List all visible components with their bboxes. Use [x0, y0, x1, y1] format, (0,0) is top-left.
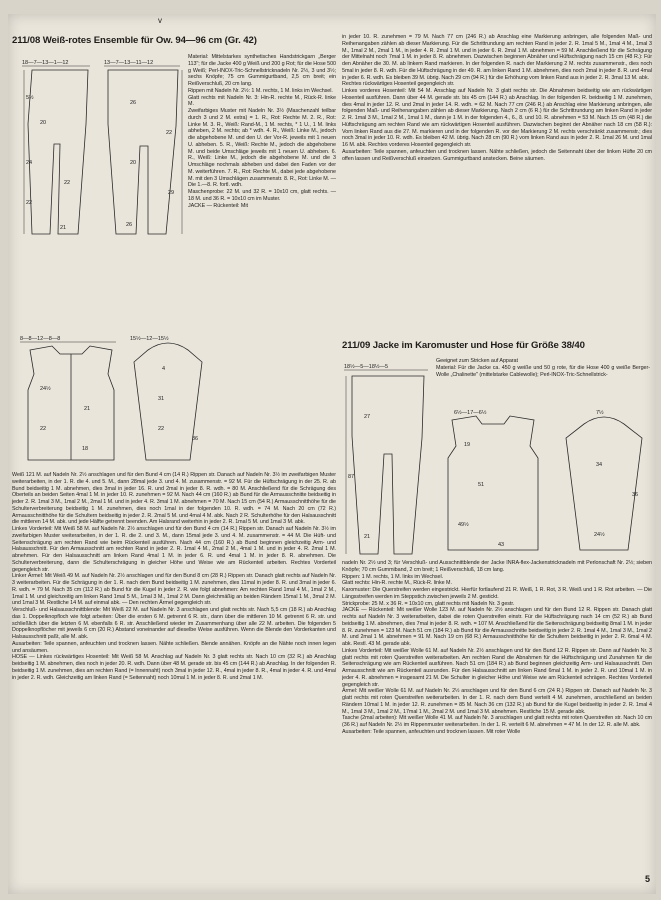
trouser-b-n2: 22	[166, 130, 173, 136]
page-number: 5	[644, 874, 650, 884]
trouser-b-n4: 29	[168, 190, 175, 196]
trouser-c-b: 87	[348, 474, 355, 480]
pattern-a-body-text: Weiß 121 M. auf Nadeln Nr. 2½ anschlagen und für den Bund 4 cm (14 R.) Rippen str. Danach auf Nadeln Nr. 3½ im zweifarbigen Muster weiterarbeiten, in der 1. R. die 4. und 5. M., dann 28mal jede 3. und 4. M. zusammenstr. = 92 M. Für die Hüftschrägung in der 25. R. ab Bund beidseitig 1 M. abnehmen, dies 3mal in jeder 16. R. und 2mal in jeder 8. R. wdh. = 80 M. Anschließend für die Schrägung des Oberteils an beiden Seiten 4mal 1 M. in jeder 10. R. zunehmen = 92 M. Nach 44 cm (160 R.) ab Bund für die Armausschnitte beidseitig in jeder 2. R. 1mal 3 M., 1mal 2 M., 2mal 1 M. und in jeder 4. R. 3mal 1 M. abnehmen = 70 M. Nach 15 cm (54 R.) Armausschnitthöhe für die Schulterverbreiterung beidseitig 1 M. zunehmen, dies noch 1mal in der folgenden 10. R. wdh. = 74 M. Nach 20 cm (72 R.) Armausschnitthöhe für die Schultern beidseitig in jeder 2. R. 2mal 5 M. und 4mal 4 M. abk. Nach 2 R. Schulterhöhe für den Halsausschnitt die mittleren 14 M. abk. und jede Hälfte getrennt beenden. Am Halsrand weiterhin in jeder 2. R. 1mal 5 M. und 1mal 3 M. abk. Linkes Vorderteil: Mit Weiß 58 M. auf Nadeln Nr. 2½ anschlagen und für den Bund 4 cm (14 R.) Rippen str. Danach auf Nadeln Nr. 3½ im zweifarbigen Muster weiterarbeiten, in der 1. R. die 2. und 3. M., dann 15mal jede 3. und 4. M. zusammenstr. = 44 M. Die Hüft- und Seitenschrägung am rechten Rand wie beim Rückenteil ausführen. Nach 44 cm (160 R.) ab Bund beginnen gleichzeitig Arm- und Halsausschnitt. Für den Armausschnitt am rechten Rand in jeder 2. R. 1mal 4 M., 2mal 2 M., 4mal 1 M. und in jeder 4. R. 2mal 1 M. abnehmen. Für den Halsausschnitt am linken Rand 4mal 1 M. in jeder 6. R. und 4mal 1 M. in jeder 8. R. abnehmen. Die Schulterverbreiterung, dann die Schulterschrägung in gleicher Höhe und Weise wie am Rückenteil arbeiten. Rechtes Vorderteil gegengleich str. Linker Ärmel: Mit Weiß 49 M. auf Nadeln Nr. 2½ anschlagen und für den Bund 8 cm (28 R.) Rippen str. Danach glatt rechts auf Nadeln Nr. 3 weiterarbeiten. Für die Schrägung in der 1. R. nach dem Bund beidseitig 1 M. zunehmen, dies 11mal in jeder 8. R. und 3mal in jeder 6. R. wdh. = 79 M. Nach 35 cm (112 R.) ab Bund für die Kugel in jeder 2. R. wie folgt abnehmen: Am rechten Rand 1mal 4 M., 1mal 2 M., 1mal 1 M. und gleichzeitig am linken Rand 1mal 5 M., 1mal 3 M., 1mal 2 M. Dann gleichmäßig an beiden Rändern 15mal 1 M., 3mal 2 M. und 1mal 3 M. Restliche 14 M. auf einmal abk. — Den rechten Ärmel gegengleich str. Verschluß- und Halsausschnittblende: Mit Weiß 22 M. auf Nadeln Nr. 3 anschlagen und glatt rechts str. Nach 5,5 cm (18 R.) ab Anschlag das 1. Doppelknopfloch wie folgt arbeiten: Über die ersten 6 M. getrennt 6 R. str., dann über die mittleren 10 M. getrennt 6 R. str. und schließlich über die letzten 6 M. ebenfalls 6 R. str. Anschließend wieder im Zusammenhang über alle 22 M. arbeiten. Die folgenden 5 Doppelknopflöcher mit jeweils 6 cm (20 R.) Abstand voneinander auf dieselbe Weise ausführen. Wenn die Blende den Vorderkanten und Halsausschnitt paßt, alle M. abk. Ausarbeiten: Teile spannen, anfeuchten und trocknen lassen. Nähte schließen. Blende annähen. Knöpfe an die Nähte noch innen legen und ansäumen. HOSE — Linkes rückwärtiges Hosenteil: Mit Weiß 58 M. Anschlag auf Nadeln Nr. 3 glatt rechts str. Nach 10 cm (32 R.) ab Anschlag beidseitig 1 M. abnehmen, dies noch in jeder 20. R. wdh. Dann über 48 M. gerade str. bis 45 cm (144 R.) ab Anschlag. In der folgenden R. beidseitig 1 M. zunehmen, dies am rechten Rand (= Innennaht) noch 3mal in jeder 12. R., 4mal in jeder 8. R., 4mal in jeder 4. R. und 4mal in jeder 2. R. wdh. Gleichzeitig am linken Rand (= Seitennaht) noch 10mal 1 M. in jeder 8. R. und 2mal 1 M.	[12, 472, 336, 681]
trouser-a-h2: 22	[26, 200, 33, 206]
jacket-b-c: 49½	[458, 522, 469, 528]
jacket-diagram-a	[16, 330, 126, 470]
jacket-b-a: 19	[464, 442, 471, 448]
trouser-c-c: 21	[364, 534, 371, 540]
sleeve-a-b: 4	[162, 366, 166, 372]
trouser-diagram-a	[20, 54, 100, 244]
magazine-page	[8, 14, 656, 894]
pattern-b-title: 211/09 Jacke im Karomuster und Hose für Größe 38/40	[342, 340, 585, 351]
jacket-a-d: 18	[82, 446, 89, 452]
top-mark: v	[158, 16, 162, 25]
trouser-a-n1: 22	[64, 180, 71, 186]
trouser-b-n1: 26	[130, 100, 137, 106]
trouser-a-h1: 24	[26, 160, 33, 166]
trouser-diagram-c	[342, 358, 432, 558]
trouser-b-top-label: 13—7—13—11—12	[104, 60, 154, 66]
sleeve-a-a: 31	[158, 396, 165, 402]
sleeve-b-c: 24½	[594, 532, 605, 538]
jacket-diagram-b	[438, 406, 548, 556]
jacket-a-top-label: 8—8—12—8—8	[20, 336, 61, 342]
sleeve-b-top-label: 7½	[596, 410, 604, 416]
jacket-a-a: 24½	[40, 386, 51, 392]
trouser-a-w: 20	[40, 120, 47, 126]
trouser-a-n3: 21	[60, 225, 67, 231]
sleeve-diagram-b	[558, 406, 650, 556]
trouser-b-n5: 26	[126, 222, 133, 228]
pattern-a-continuation-text: in jeder 10. R. zunehmen = 79 M. Nach 77 cm (246 R.) ab Anschlag eine Markierung anbringen, alle folgenden Maß- und Reihenangaben zählen ab dieser Markierung. Für die Schrittrundung am rechten Rand in jeder 2. R. 1mal 5 M., 1mal 4 M., 1mal 3 M., 1mal 2 M., 2mal 1 M., in jeder 4. R. 2mal 1 M. und in jeder 6. R. 2mal 1 M. abnehmen = 59 M. Anschließend für die Schrägung der Mittelnaht noch 7mal 1 M. in jeder 8. R. abnehmen. Dazwischen beginnen Abnäher und Hüftschrägung nach 15 cm (48 R.): Für den Abnäher die 30. M. ab linkem Rand markieren. In der folgenden R. nach der Markierung 2 M. rechts zusammenstr., dies noch 5mal in jeder 8. R. wdh. Für die Hüftschrägung in der 49. R. am linken Rand 1 M. abnehmen, dies noch 2mal in jeder 8. R. und 4mal in jeder 6. R. wdh. Es bleiben 39 M. übrig. Nach 29 cm (94 R.) für die Erhöhung vom linken Rand aus in jeder 2. R. 3mal 13 M. abk. Rechtes rückwärtiges Hosenteil gegengleich str. Linkes vorderes Hosenteil: Mit 54 M. Anschlag auf Nadeln Nr. 3 glatt rechts str. Die Abnahmen beidseitig wie am rückwärtigen Hosenteil ausführen. Dann über 44 M. gerade str. bis 45 cm (144 R.) ab Anschlag. In der folgenden R. beidseitig 1 M. zunehmen, dies 4mal in jeder 12. R. und 2mal in jeder 14. R. wdh. = 62 M. Nach 77 cm (246 R.) ab Anschlag eine Markierung anbringen, alle folgenden Maß- und Reihenangaben zählen ab dieser Markierung. Nach 2 cm (6 R.) für die Schrittrundung am linken Rand in jeder 2. R. 1mal 3 M., 1mal 2 M., 1mal 1 M., dann je 1 M. in der folgenden 4., 6., 8. und 10. R. abnehmen = 53 M. Nach 15 cm (48 R.) die Hüftschrägung am rechten Rand wie am rückwärtigen Hosenteil ausführen. Dazwischen beginnt der Abnäher nach 18 cm (58 R.): Vom linken Rand aus die 27. M. markieren und in der folgenden R. vor der Markierung 2 M. rechts verschränkt zusammenstr.; dies noch 3mal in jeder 10. R. wdh. Es bleiben 42 M. übrig. Nach 28 cm (90 R.) vom linken Rand aus in jeder 2. R. 1mal 26 M. und 1mal 16 M. abk. Rechtes vorderes Hosenteil gegengleich str. Ausarbeiten: Teile spannen, anfeuchten und trocknen lassen. Nähte schließen, jedoch die Seitennaht über der linken Hüfte 20 cm offen lassen und Reißverschluß einsetzen. Gummigurtband anstecken. Beine säumen.	[342, 34, 652, 162]
trouser-b-n3: 20	[130, 160, 137, 166]
trouser-a-h3: 5½	[26, 95, 34, 101]
sleeve-a-top-label: 15½—12—15½	[130, 336, 169, 342]
jacket-b-d: 43	[498, 542, 505, 548]
trouser-c-top-label: 18½—5—18½—5	[344, 364, 389, 370]
trouser-diagram-b	[100, 54, 185, 244]
jacket-a-b: 21	[84, 406, 91, 412]
trouser-a-top-label: 18—7—13—1—12	[22, 60, 69, 66]
sleeve-b-a: 34	[596, 462, 603, 468]
sleeve-a-c: 22	[158, 426, 165, 432]
pattern-b-body-text: nadeln Nr. 2½ und 3; für Verschluß- und Ausschnittblende der Jacke INRA-flex-Jackenstricknadeln mit Perlonschaft Nr. 2½; sieben Knöpfe; 70 cm Gummiband, 2 cm breit; 1 Reißverschluß, 18 cm lang. Rippen: 1 M. rechts, 1 M. links im Wechsel. Glatt rechts: Hin-R. rechte M., Rück-R. linke M. Karomuster: Die Querstreifen werden eingestrickt. Hierfür fortlaufend 21 R. Weiß, 1 R. Rot, 3 R. Weiß und 1 R. Rot arbeiten. — Die Längsstreifen werden im Steppstich zwischen jeweils 2 M. gestickt. Strickprobe: 25 M. x 36 R. = 10x10 cm, glatt rechts mit Nadeln Nr. 3 gestr. JACKE — Rückenteil: Mit weißer Wolle 123 M. auf Nadeln Nr. 2½ anschlagen und für den Bund 12 R. Rippen str. Danach glatt rechts auf Nadeln Nr. 3 weiterarbeiten, dabei die roten Querstreifen einstr. Für die Hüftschrägung nach 14 cm (52 R.) ab Bund beidseitig 1 M. abnehmen, dies 7mal in jeder 8. R. wdh. = 107 M. Anschließend für die Seitenschrägung beidseitig 8mal 1 M. in jeder 8. R. zunehmen = 123 M. Nach 51 cm (184 R.) ab Bund für die Armausschnitte beidseitig in jeder 2. R. 1mal 4 M., 1mal 3 M., 1mal 2 M. und 2mal 1 M. abnehmen = 91 M. Nach 19 cm (68 R.) Armausschnitthöhe für die Schultern beidseitig in jeder 2. R. 6mal 4 M. abk. Restl. 43 M. gerade abk. Linkes Vorderteil: Mit weißer Wolle 61 M. auf Nadeln Nr. 2½ anschlagen und für den Bund 12 R. Rippen str. Dann auf Nadeln Nr. 3 glatt rechts mit roten Querstreifen weiterarbeiten. Am rechten Rand die Abnahmen für die Hüftschrägung und Zunahmen für die Seitenschrägung wie am Rückenteil ausführen. Nach 51 cm (184 R.) ab Bund beginnen gleichzeitig Arm- und Halsausschnitt. Den Armausschnitt wie am Rückenteil ausrunden. Für den Halsausschnitt am linken Rand 6mal 1 M. in jeder 2. R. und 10mal 1 M. in jeder 4. R. abnehmen = insgesamt 21 M. Die Schulter in gleicher Höhe und Weise wie am Rückenteil schrägen. Rechtes Vorderteil gegengleich str. Ärmel: Mit weißer Wolle 61 M. auf Nadeln Nr. 2½ anschlagen und für den Bund 6 cm (24 R.) Rippen str. Danach auf Nadeln Nr. 3 glatt rechts mit roten Querstreifen weiterarbeiten. In der 1. R. nach dem Bund verteilt 4 M. zunehmen, anschließend an beiden Rändern 10mal 1 M. in jeder 12. R. zunehmen = 85 M. Nach 36 cm (132 R.) ab Bund für die Kugel beidseitig in jeder 2. R. 1mal 4 M., 1mal 3 M., 1mal 2 M., 17mal 1 M., 2mal 2 M. und 1mal 3 M. abnehmen. Restliche 15 M. gerade abk. Tasche (2mal arbeiten): Mit weißer Wolle 41 M. auf Nadeln Nr. 3 anschlagen und glatt rechts mit roten Querstreifen str. Nach 10 cm (36 R.) auf Nadeln Nr. 2½ im Rippenmuster weiterarbeiten. In der 1. R. verteilt 6 M. abnehmen = 47 M. In der 12. R. alle M. abk. Ausarbeiten: Teile spannen, anfeuchten und trocknen lassen. Mit roter Wolle	[342, 560, 652, 735]
trouser-c-a: 27	[364, 414, 371, 420]
pattern-a-intro-text: Material: Mittelstarkes synthetisches Handstrickgarn „Berger 113"; für die Jacke 400 g Weiß und 200 g Rot; für die Hose 500 g Weiß; Perl-INOX-Tric-Schnellstricknadeln Nr. 2½, 3 und 3½; sechs Knöpfe; 75 cm Gummigurtband, 2,5 cm breit; ein Reißverschluß, 20 cm lang. Rippen mit Nadeln Nr. 2½: 1 M. rechts, 1 M. links im Wechsel. Glatt rechts mit Nadeln Nr. 3: Hin-R. rechte M., Rück-R. linke M. Zweifarbiges Muster mit Nadeln Nr. 3½ (Maschenzahl teilbar durch 3 und 2 M. extra) = 1. R., Rot: Rechte M. 2. R., Rot: Linke M. 3. R., Weiß: Rand-M., 1 M. rechts, * 1 U., 1 M. links abheben, 2 M. rechts; ab * wdh. 4. R., Weiß: Linke M., jedoch die abgehobene M. und den U. der Vor-R. jeweils mit 1 neuen U. abheben. 5. R., Weiß: Rechte M., jedoch die abgehobene M. und beide Umschläge jeweils mit 1 neuen U. abheben. 6. R., Weiß: Linke M., jedoch die abgehobene M. und die 3 Umschläge nochmals abheben und dabei den Faden vor der M. weiterführen. 7. R., Rot: Rechte M., dabei jede abgehobene M. mit den 3 Umschlägen zusammenstr. 8. R., Rot: Linke M. — Die 1.—8. R. fortl. wdh. Maschenprobe: 22 M. und 32 R. = 10x10 cm, glatt rechts. — 18 M. und 36 R. = 10x10 cm im Muster. JACKE — Rückenteil: Mit	[188, 54, 336, 209]
sleeve-a-d: 36	[192, 436, 199, 442]
jacket-a-c: 22	[40, 426, 47, 432]
sleeve-b-b: 36	[632, 492, 639, 498]
jacket-b-b: 51	[478, 482, 485, 488]
pattern-a-title: 211/08 Weiß-rotes Ensemble für Ow. 94—96 cm (Gr. 42)	[12, 35, 257, 46]
jacket-b-top-label: 6½—17—6½	[454, 410, 487, 416]
pattern-b-intro-text: Geeignet zum Stricken auf Apparat Material: Für die Jacke ca. 450 g weiße und 50 g rote, für die Hose 400 g weiße Berger-Wolle „Chalinette" (mittelstarke Cablewolle); Perl-INOX-Tric-Schnellstrick-	[436, 358, 650, 378]
